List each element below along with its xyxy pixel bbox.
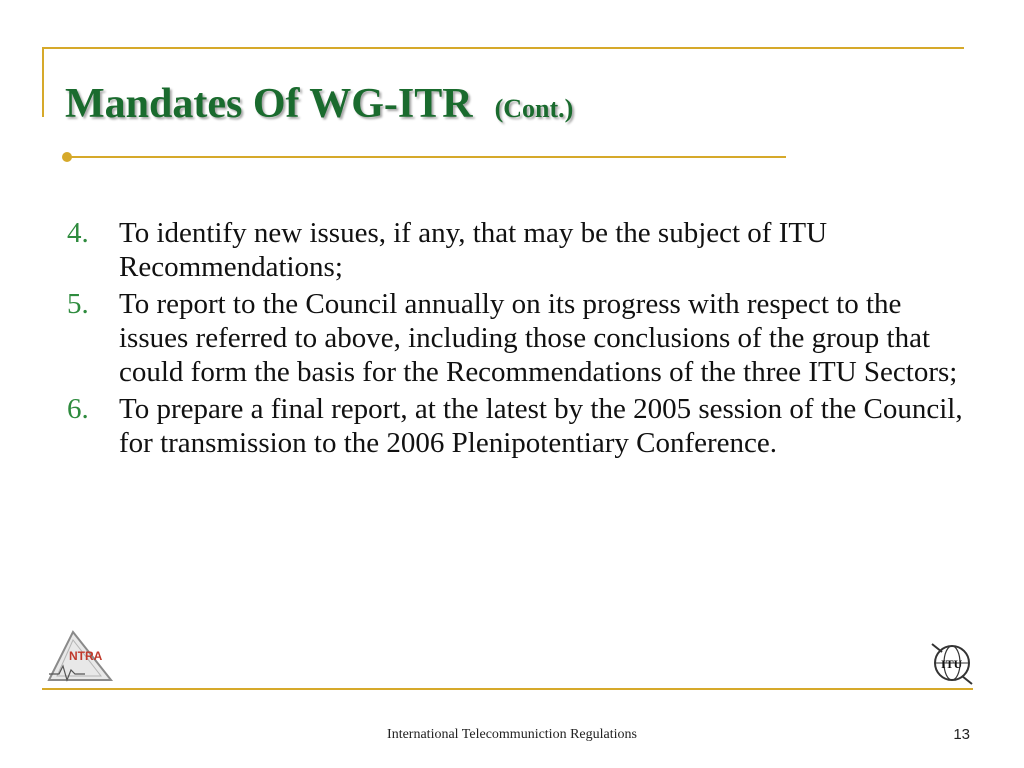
footer-title: International Telecommuniction Regulations <box>387 727 637 742</box>
list-item-number: 4. <box>67 217 89 249</box>
frame-top-rule <box>42 47 964 49</box>
slide-title-main: Mandates Of WG-ITR <box>65 81 473 127</box>
list-item <box>67 392 977 460</box>
page-number: 13 <box>953 726 970 743</box>
mandates-list <box>67 216 977 463</box>
slide-title <box>65 80 573 128</box>
list-item <box>67 216 977 284</box>
list-item-text: To identify new issues, if any, that may be the subject of ITU Recommendations; <box>119 217 828 283</box>
frame-left-rule <box>42 47 44 117</box>
list-item-number: 6. <box>67 393 89 425</box>
list-item-text: To prepare a final report, at the latest by the 2005 session of the Council, for transmission to the 2006 Plenipotentiary Conference. <box>119 393 963 459</box>
slide-title-suffix: (Cont.) <box>494 94 574 123</box>
itu-logo <box>928 640 976 686</box>
list-item-text: To report to the Council annually on its progress with respect to the issues referred to above, including those conclusions of the group that could form the basis for the Recommendations of the three ITU Sectors; <box>119 288 958 388</box>
list-item <box>67 287 977 389</box>
ntra-logo <box>45 630 117 686</box>
title-rule <box>68 156 786 158</box>
footer-rule <box>42 688 973 690</box>
itu-logo-text: ITU <box>941 657 963 671</box>
list-item-number: 5. <box>67 288 89 320</box>
ntra-logo-text: NTRA <box>69 649 103 663</box>
